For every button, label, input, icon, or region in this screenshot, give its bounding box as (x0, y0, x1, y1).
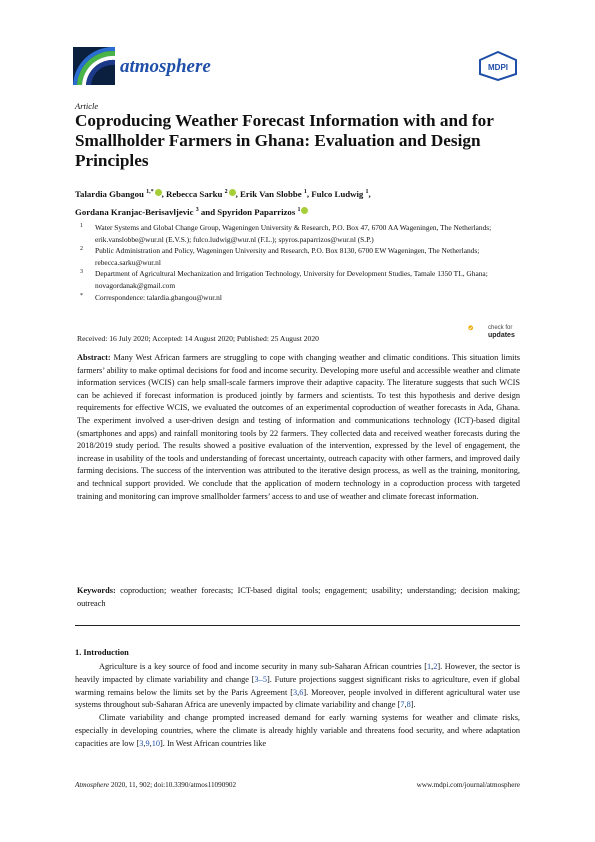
author-name: Talardia Gbangou (75, 188, 144, 199)
article-title: Coproducing Weather Forecast Information with and for Smallholder Farmers in Ghana: Evaluation and Design Principles (75, 111, 494, 170)
citation-link[interactable]: 9 (145, 738, 150, 748)
citation-link[interactable]: 3–5 (254, 674, 267, 684)
affiliation-item: 2 Public Administration and Policy, Wageningen University and Research, P.O. Box 8130, 6700 EW Wageningen, The Netherlands; rebecca.sarku@wur.nl (80, 246, 480, 267)
correspondence: * Correspondence: talardia.gbangou@wur.nl (80, 292, 222, 302)
footer-journal: Atmosphere (75, 781, 110, 789)
citation-link[interactable]: 3 (139, 738, 144, 748)
author-name: Rebecca Sarku (165, 188, 223, 199)
citation-link[interactable]: 6 (299, 687, 304, 697)
paragraph: Climate variability and change prompted increased demand for early warning systems for weather and climate risks, especially in developing countries, where the climate is already highly variable and threatens food security, and where adaptation capacities are low [3,9,10]. In West African countries like (75, 713, 520, 748)
mdpi-logo-text: MDPI (488, 63, 508, 72)
journal-name[interactable]: atmosphere (120, 56, 211, 77)
author-name: Gordana Kranjac-Berisavljevic (75, 206, 194, 217)
orcid-icon[interactable] (229, 189, 236, 196)
check-for-updates-label[interactable]: check for updates (488, 325, 515, 339)
keywords-label: Keywords: (77, 586, 116, 595)
abstract (77, 352, 520, 503)
section-divider (75, 625, 520, 626)
article-type: Article (75, 101, 99, 111)
citation-link[interactable]: 7 (400, 700, 405, 710)
orcid-icon[interactable] (155, 189, 162, 196)
check-for-updates-icon[interactable] (468, 320, 486, 338)
publication-dates: Received: 16 July 2020; Accepted: 14 August 2020; Published: 25 August 2020 (77, 334, 319, 343)
author-list: Talardia Gbangou $^{1,*}$ , Rebecca Sarku $^2$ , Erik Van Slobbe $^1$, Fulco Ludwig $^1$, Gordana Kranjac-Berisavljevic $^3$ and Spyridon Paparrizos $^1$ (75, 188, 371, 217)
paragraph: Agriculture is a key source of food and income security in many sub-Saharan African countries [1,2]. However, the sector is heavily impacted by climate variability and change [3–5]. Future projections suggest significant risks to agriculture, even if global warming remains below the limits set by the Paris Agreement [3,6]. Moreover, people involved in different agricultural water use systems throughout sub-Saharan Africa are unevenly impacted by climate variability and change [7,8]. (75, 662, 520, 710)
citation-link[interactable]: 8 (406, 700, 411, 710)
citation-link[interactable]: 1 (426, 662, 432, 671)
author-name: Fulco Ludwig (311, 188, 364, 199)
author-name: Erik Van Slobbe (240, 188, 302, 199)
journal-logo-icon (73, 47, 115, 85)
abstract-text: Many West African farmers are struggling to cope with changing weather and climatic conditions. This situation limits farmers’ ability to make optimal decisions for food and income security. Developing more useful and accessible weather and climate information services (WCIS) can help small-scale farmers improve their adaptive capacity. The literature suggests that such WCIS can be achieved if forecast information is produced jointly by farmers and scientists. To test this hypothesis and derive design requirements for effective WCIS, we evaluated the outcomes of an experimental coproduction of weather forecasts in Ada, Ghana. The experiment involved a user-driven design and testing of information and communications technology (ICT)-based digital (smartphones and apps) and rainfall monitoring tools by 22 farmers. They collected data and received weather forecasts during the 2018/2019 study period. The results showed a positive evaluation of the intervention, expressed by the level of engagement, the increase in usability of the tools and understanding of forecast uncertainty, outreach capacity with other farmers, and improved daily farming decisions. The success of the intervention was attributed to the iterative design process, as well as the training, monitoring, and technical support provided. We conclude that the application of modern technology in a coproduction process with targeted training and monitoring can improve smallholder farmers’ access to and use of weather and climate forecast information. (77, 353, 520, 501)
abstract-label: Abstract: (77, 353, 111, 362)
footer-url[interactable]: www.mdpi.com/journal/atmosphere (416, 781, 520, 789)
author-name: Spyridon Paparrizos (217, 206, 296, 217)
keywords-text: coproduction; weather forecasts; ICT-based digital tools; engagement; usability; understanding; decision making; outreach (77, 586, 520, 608)
citation-link[interactable]: 2 (433, 662, 438, 671)
affiliation-item: 1 Water Systems and Global Change Group, Wageningen University & Research, P.O. Box 47, 6700 AA Wageningen, The Netherlands; erik.vanslobbe@wur.nl (E.V.S.); fulco.ludwig@wur.nl (F.L.); spyros.paparrizos@wur.nl (S.P.) (80, 223, 492, 244)
mdpi-logo-icon[interactable] (478, 51, 518, 81)
keywords (77, 584, 520, 610)
affiliation-item: 3 Department of Agricultural Mechanization and Irrigation Technology, University for Development Studies, Tamale 1350 TL, Ghana; novagordanak@gmail.com (80, 269, 488, 290)
citation-link[interactable]: 10 (151, 738, 161, 748)
affiliations (77, 222, 527, 303)
section-heading: 1. Introduction (75, 648, 129, 657)
introduction-body (75, 661, 520, 751)
footer-citation: Atmosphere 2020, 11, 902; doi:10.3390/atmos11090902 (75, 781, 237, 789)
orcid-icon[interactable] (301, 207, 308, 214)
citation-link[interactable]: 3 (292, 687, 298, 697)
